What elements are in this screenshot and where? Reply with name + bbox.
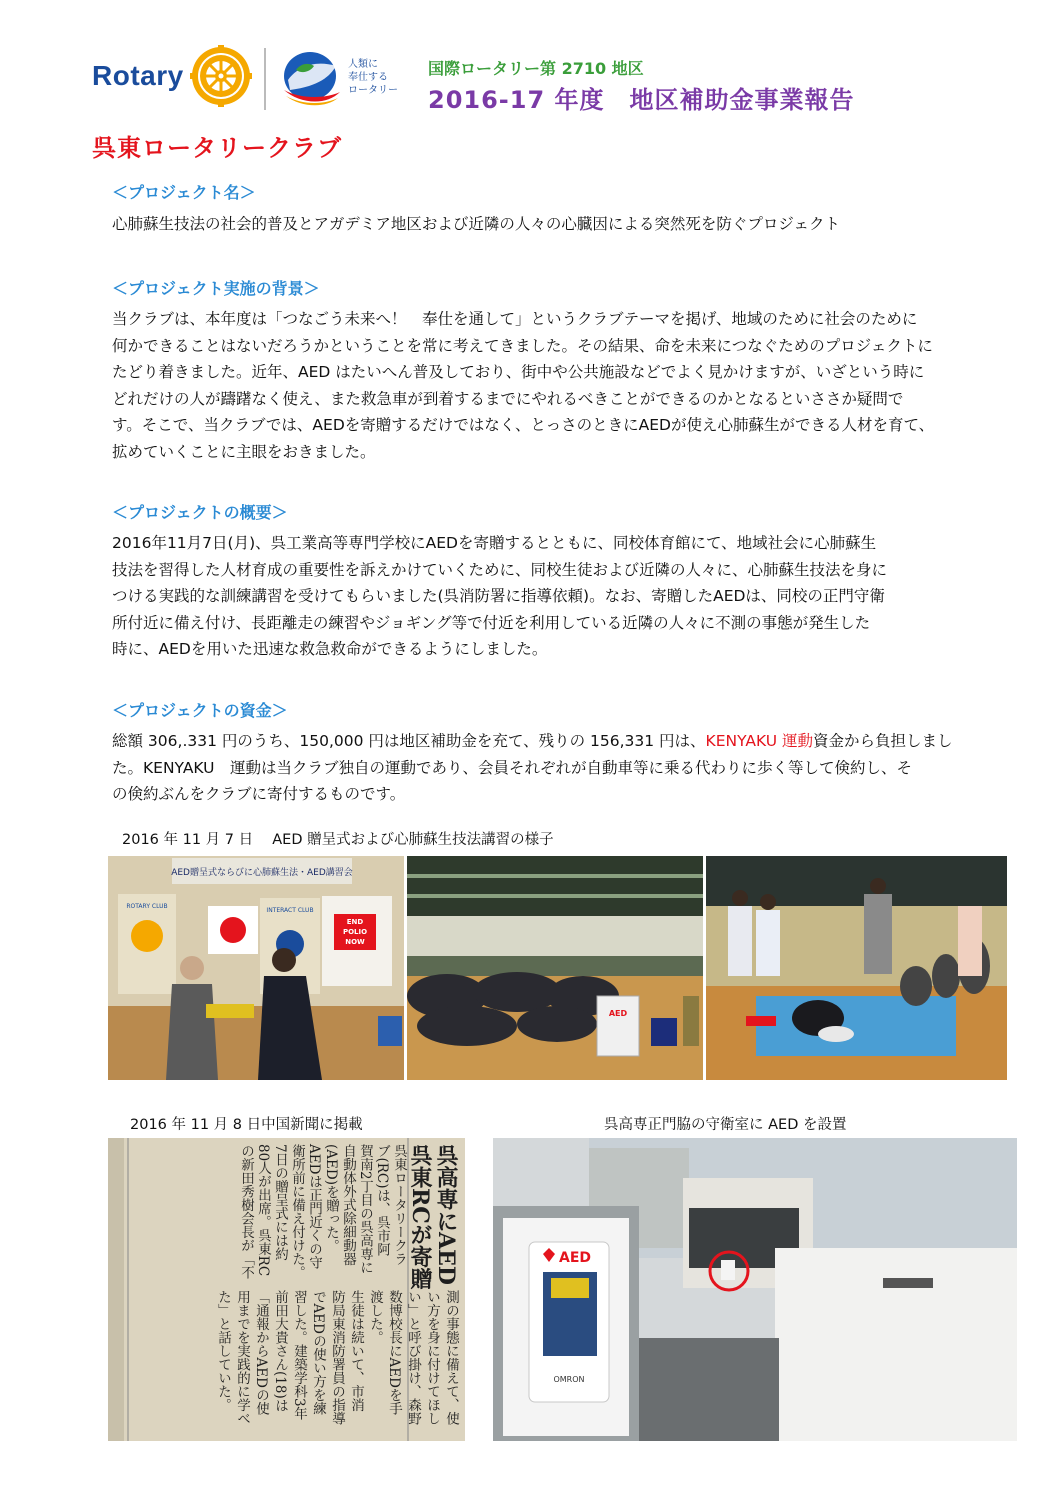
newspaper-column: ブ(RC)は、呉市阿 <box>374 1144 390 1257</box>
omron-label: OMRON <box>553 1375 585 1384</box>
theme-text-line: 奉仕する <box>348 72 388 83</box>
theme-text <box>348 58 398 97</box>
newspaper-column: い」と呼び掛け、森野 <box>405 1290 421 1425</box>
overview-line: 時に、AEDを用いた迅速な救急救命ができるようにしました。 <box>112 640 548 658</box>
overview-line: 2016年11月7日(月)、呉工業高等専門学校にAEDを寄贈するとともに、同校体育館にて、地域社会に心肺蘇生 <box>112 534 877 552</box>
newspaper-column: 「通報からAEDの使 <box>253 1290 269 1415</box>
newspaper-text-area <box>108 1138 465 1441</box>
background-line: す。そこで、当クラブでは、AEDを寄贈するだけではなく、とっさのときにAEDが使え心肺蘇生ができる人材を育て、 <box>112 416 935 434</box>
gym-audience-photo <box>407 856 703 1080</box>
funding-line: た。KENYAKU 運動は当クラブ独自の運動であり、会員それぞれが自動車等に乗る代わりに歩く等して倹約し、そ <box>112 758 913 777</box>
newspaper-column: 賀南2丁目の呉高専に <box>357 1144 373 1275</box>
newspaper-column: 用までを実践的に学べ <box>234 1290 250 1425</box>
newspaper-column: 7日の贈呈式には約 <box>272 1144 288 1261</box>
report-title: 2016-17 年度 地区補助金事業報告 <box>428 86 855 114</box>
funding-text-part: 資金から負担しまし <box>813 732 953 750</box>
overview-text <box>112 530 1012 663</box>
project-name-heading: ＜プロジェクト名＞ <box>112 183 256 202</box>
newspaper-column: (AED)を贈った。 <box>323 1144 339 1253</box>
newspaper-column: 衛所前に備え付けた。 <box>289 1144 305 1279</box>
header-divider <box>264 48 266 110</box>
newspaper-column: 数博校長にAEDを手 <box>386 1290 402 1415</box>
funding-heading: ＜プロジェクトの資金＞ <box>112 701 288 720</box>
ceremony-photo <box>108 856 404 1080</box>
rotary-club-sign: ROTARY CLUB <box>126 903 168 910</box>
district-label: 国際ロータリー第 2710 地区 <box>428 59 644 78</box>
newspaper-caption: 2016 年 11 月 8 日中国新聞に掲載 <box>130 1117 363 1133</box>
aed-box-label: AED <box>608 1009 628 1018</box>
club-title: 呉東ロータリークラブ <box>92 134 342 162</box>
banner-text: AED贈呈式ならびに心肺蘇生法・AED講習会 <box>171 868 353 878</box>
funding-line <box>112 728 1012 755</box>
project-name-line: 心肺蘇生技法の社会的普及とアガデミア地区および近隣の人々の心臓因による突然死を防ぐプロジェクト <box>112 215 841 233</box>
newspaper-column: 呉東RCが寄贈 <box>407 1144 433 1290</box>
background-text <box>112 306 1012 465</box>
ceremony-caption: 2016 年 11 月 7 日 AED 贈呈式および心肺蘇生技法講習の様子 <box>122 832 554 848</box>
kenyaku-highlight: KENYAKU 運動 <box>705 732 813 750</box>
newspaper-column: 測の事態に備えて、使 <box>443 1290 459 1425</box>
rotary-wordmark: Rotary <box>92 60 184 91</box>
polio-sign-end: END <box>346 918 364 926</box>
theme-text-line: ロータリー <box>348 85 398 96</box>
theme-text-line: 人類に <box>348 59 378 70</box>
background-line: どれだけの人が躊躇なく使え、また救急車が到着するまでにやれるべきことができるのかとなるといささか疑問で <box>112 389 904 408</box>
rotary-wheel-icon <box>190 45 252 107</box>
polio-sign-polio: POLIO <box>342 928 368 936</box>
background-line: 何かできることはないだろうかということを常に考えてきました。その結果、命を未来につなぐためのプロジェクトに <box>112 336 933 355</box>
newspaper-column: でAEDの使い方を練 <box>310 1290 326 1415</box>
overview-heading: ＜プロジェクトの概要＞ <box>112 503 288 522</box>
newspaper-column: 防局東消防署員の指導 <box>329 1290 345 1425</box>
funding-text <box>112 728 1012 808</box>
cpr-training-photo <box>706 856 1007 1080</box>
newspaper-column: 渡した。 <box>367 1290 383 1344</box>
funding-line: の倹約ぶんをクラブに寄付するものです。 <box>112 785 406 803</box>
newspaper-column: 呉東ロータリークラ <box>391 1144 407 1266</box>
gate-caption: 呉高専正門脇の守衛室に AED を設置 <box>604 1117 847 1133</box>
newspaper-column: 前田大貴さん(18)は <box>272 1290 288 1413</box>
project-name-text <box>112 211 1012 238</box>
newspaper-column: の新田秀樹会長が「不 <box>238 1144 254 1279</box>
overview-line: 技法を習得した人材育成の重要性を訴えかけていくために、同校生徒および近隣の人々に、心肺蘇生技法を身に <box>112 560 888 579</box>
interact-sign: INTERACT CLUB <box>266 907 314 914</box>
background-line: たどり着きました。近年、AED はたいへん普及しており、街中や公共施設などでよく見かけますが、いざという時に <box>112 363 925 381</box>
funding-text-part: 総額 306,.331 円のうち、150,000 円は地区補助金を充て、残りの 156,331 円は、 <box>112 732 706 750</box>
newspaper-column: い方を身に付けてほし <box>424 1290 440 1425</box>
aed-wall-label: AED <box>558 1250 592 1266</box>
overview-line: 所付近に備え付け、長距離走の練習やジョギング等で付近を利用している近隣の人々に不測の事態が発生した <box>112 613 871 632</box>
background-line: 拡めていくことに主眼をおきました。 <box>112 442 376 461</box>
background-line: 当クラブは、本年度は「つなごう未来へ！ 奉仕を通して」というクラブテーマを掲げ、地域のために社会のために <box>112 310 918 328</box>
newspaper-column: 習した。建築学科3年 <box>291 1290 307 1421</box>
polio-sign-now: NOW <box>345 938 365 946</box>
newspaper-column: た」と話していた。 <box>215 1290 231 1412</box>
newspaper-column: 呉高専にAED <box>433 1144 459 1285</box>
newspaper-column: 自動体外式除細動器 <box>340 1144 356 1266</box>
newspaper-column: 80人が出席。呉東RC <box>255 1144 271 1277</box>
theme-globe-logo-icon <box>280 46 342 110</box>
newspaper-lower-block <box>212 1290 457 1430</box>
overview-line: つける実践的な訓練講習を受けてもらいました(呉消防署に指導依頼)。なお、寄贈したAEDは、同校の正門守衛 <box>112 587 885 605</box>
background-heading: ＜プロジェクト実施の背景＞ <box>112 279 320 298</box>
newspaper-column: AEDは正門近くの守 <box>306 1144 322 1269</box>
guard-station-photo <box>493 1138 1017 1441</box>
newspaper-column: 生徒は続いて、市消 <box>348 1290 364 1412</box>
